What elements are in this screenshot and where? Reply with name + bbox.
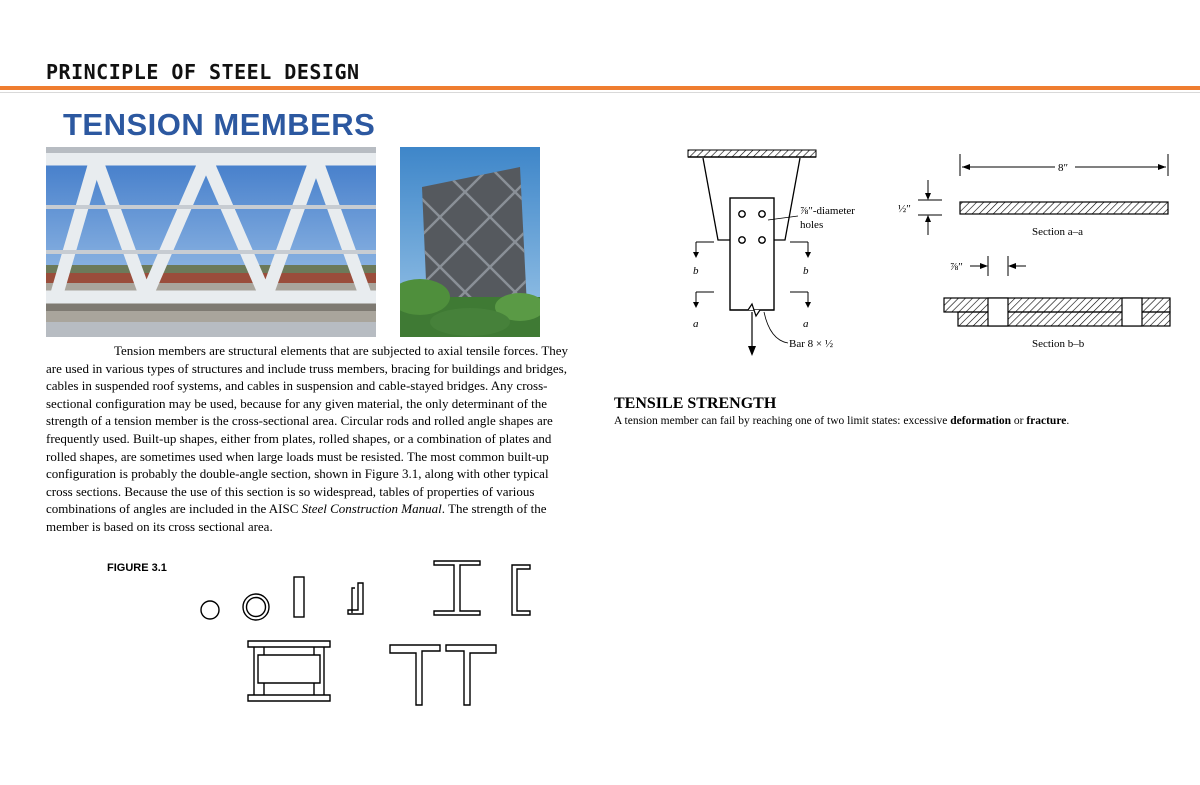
bar-label: Bar 8 × ½ (789, 338, 834, 350)
diagrid-building-photo (400, 147, 540, 337)
dim-width-label: 8″ (1058, 162, 1069, 174)
section-bb-label: Section b–b (1032, 338, 1085, 350)
load-arrow (748, 346, 756, 356)
tensile-strength-heading: TENSILE STRENGTH (614, 395, 777, 412)
body-text-part-1: Tension members are structural elements that are subjected to axial tensile forces. They are used in various types of structures and include truss members, bracing for buildings and bridges, cables in suspended roof systems, and cables in suspension and cable-stayed bridges. Any cross-sectional configuration may be used, because for any given material, the only determinant of the strength of a tension member is the cross-sectional area. Circular rods and rolled angle shapes are frequently used. Built-up shapes, either from plates, rolled shapes, or a combination of plates and rolled shapes, are sometimes used when large loads must be resisted. The most common built-up configuration is probably the double-angle section, shown in Figure 3.1, along with other typical cross sections. Because the use of this section is so widespread, tables of properties of various combinations of angles are included in the AISC (46, 343, 569, 517)
cross-sections-figure (190, 555, 570, 720)
built-up-box-section (248, 641, 330, 701)
cut-label-b-left: b (693, 265, 699, 277)
tensile-bold-fracture: fracture (1026, 415, 1067, 427)
dim-thickness-label: ½″ (898, 203, 911, 215)
body-text-part-2: . The strength of the member is based on its cross sectional area. (46, 501, 547, 534)
tensile-text-end: . (1066, 415, 1070, 427)
flat-bar-section (294, 577, 304, 617)
header-rule (0, 86, 1200, 90)
channel-section (512, 565, 530, 615)
section-aa-plate (960, 202, 1168, 214)
figure-label: FIGURE 3.1 (107, 562, 167, 574)
header-rule-shadow (0, 92, 1200, 93)
truss-bridge-photo (46, 147, 376, 337)
page-title: TENSION MEMBERS (63, 107, 376, 142)
section-bb-plates (944, 298, 1170, 326)
tensile-bold-deformation: deformation (950, 415, 1011, 427)
section-aa-label: Section a–a (1032, 226, 1084, 238)
holes-label-2: holes (800, 219, 824, 231)
double-angle-left (352, 588, 355, 613)
body-paragraph (46, 342, 576, 536)
tension-bar (730, 198, 774, 310)
tensile-text-mid: or (1010, 415, 1027, 427)
holes-label-1: ⅞″-diameter (800, 205, 855, 217)
dim-hole-label: ⅞″ (950, 261, 963, 273)
cut-label-a-left: a (693, 318, 699, 330)
solid-rod-section (201, 601, 219, 619)
cut-label-b-right: b (803, 265, 809, 277)
cut-label-a-right: a (803, 318, 809, 330)
course-title: PRINCIPLE OF STEEL DESIGN (46, 60, 360, 84)
tensile-strength-text (614, 415, 1069, 427)
w-shape-section (434, 561, 480, 615)
angle-section (348, 583, 363, 614)
bolted-bar-diagram (600, 140, 1190, 375)
body-text-italic: Steel Construction Manual (301, 501, 442, 517)
support-ceiling (688, 150, 816, 157)
tensile-text-start: A tension member can fail by reaching one of two limit states: excessive (614, 415, 951, 427)
double-angle-section (390, 645, 496, 705)
